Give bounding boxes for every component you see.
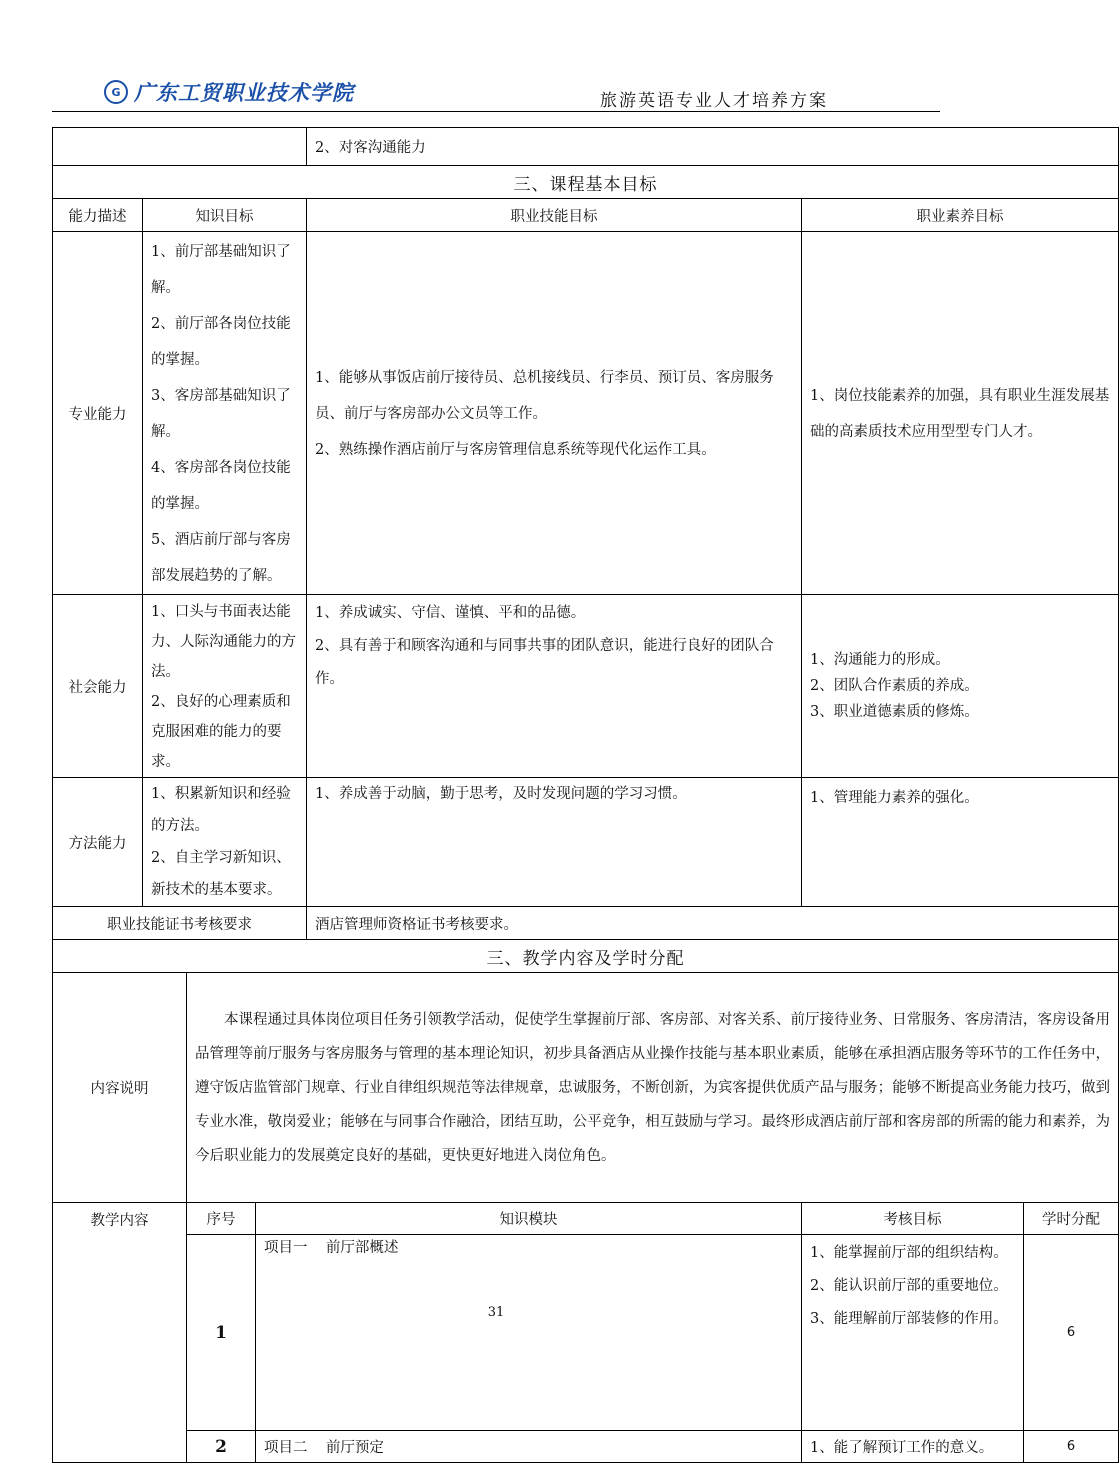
list-item: 2、团队合作素质的养成。 (810, 678, 979, 694)
cert-value: 酒店管理师资格证书考核要求。 (307, 907, 1119, 940)
list-item: 2、前厅部各岗位技能的掌握。 (151, 316, 291, 368)
desc-text: 本课程通过具体岗位项目任务引领教学活动，促使学生掌握前厅部、客房部、对客关系、前厅接待业务、日常服务、客房清洁，客房设备用品管理等前厅服务与客房服务与管理的基本理论知识，初步具备酒店从业操作技能与基本职业素质，能够在承担酒店服务等环节的工作任务中，遵守饭店监管部门规章、行业自律组织规范等法律规章，忠诚服务，不断创新，为宾客提供优质产品与服务；能够不断提高业务能力技巧，做到专业水准，敬岗爱业；能够在与同事合作融洽，团结互助，公平竞争，相互鼓励与学习。最终形成酒店前厅部和客房部的所需的能力和素养，为今后职业能力的发展奠定良好的基础，更快更好地进入岗位角色。 (187, 973, 1119, 1203)
col-header-ability: 能力描述 (53, 199, 143, 232)
hours-cell: 6 (1024, 1431, 1119, 1463)
top-empty-cell (53, 128, 307, 166)
list-item: 1、养成善于动脑，勤于思考，及时发现问题的学习习惯。 (315, 786, 687, 802)
list-item: 3、能理解前厅部装修的作用。 (810, 1311, 1008, 1327)
list-item: 3、客房部基础知识了解。 (151, 388, 291, 440)
list-item: 1、积累新知识和经验的方法。 (151, 786, 291, 834)
col-header-target: 考核目标 (802, 1203, 1024, 1235)
school-emblem-icon: G (104, 80, 128, 104)
row-label-professional: 专业能力 (53, 232, 143, 595)
list-item: 2、具有善于和顾客沟通和与同事共事的团队意识，能进行良好的团队合作。 (315, 638, 774, 687)
list-item: 1、前厅部基础知识了解。 (151, 244, 291, 296)
module-cell: 项目二 前厅预定 (256, 1431, 802, 1463)
skills-cell (307, 232, 802, 595)
section-content-title: 三、教学内容及学时分配 (53, 940, 1119, 973)
list-item: 3、职业道德素质的修炼。 (810, 704, 979, 720)
school-logo (104, 77, 354, 107)
school-name: 广东工贸职业技术学院 (134, 80, 354, 105)
content-label: 教学内容 (53, 1203, 187, 1463)
list-item: 1、能够从事饭店前厅接待员、总机接线员、行李员、预订员、客房服务员、前厅与客房部办公文员等工作。 (315, 370, 774, 422)
list-item: 2、良好的心理素质和克服困难的能力的要求。 (151, 694, 291, 770)
list-item: 2、能认识前厅部的重要地位。 (810, 1278, 1008, 1294)
row-label-social: 社会能力 (53, 595, 143, 778)
hours-cell: 6 (1024, 1235, 1119, 1431)
quality-cell (802, 232, 1119, 595)
quality-cell (802, 778, 1119, 907)
list-item: 4、客房部各岗位技能的掌握。 (151, 460, 291, 512)
list-item: 1、管理能力素养的强化。 (810, 790, 979, 806)
desc-label: 内容说明 (53, 973, 187, 1203)
target-cell (802, 1235, 1024, 1431)
list-item: 1、岗位技能素养的加强，具有职业生涯发展基础的高素质技术应用型型专门人才。 (810, 388, 1110, 440)
knowledge-cell (143, 595, 307, 778)
list-item: 2、自主学习新知识、新技术的基本要求。 (151, 850, 291, 898)
row-number: 2 (187, 1431, 256, 1463)
col-header-knowledge: 知识目标 (143, 199, 307, 232)
row-label-method: 方法能力 (53, 778, 143, 907)
knowledge-cell (143, 778, 307, 907)
row-number: 1 (187, 1235, 256, 1431)
cert-label: 职业技能证书考核要求 (53, 907, 307, 940)
module-cell: 项目一 前厅部概述 (256, 1235, 802, 1431)
list-item: 1、沟通能力的形成。 (810, 652, 950, 668)
document-title: 旅游英语专业人才培养方案 (600, 91, 828, 111)
skills-cell (307, 778, 802, 907)
skills-cell (307, 595, 802, 778)
col-header-quality: 职业素养目标 (802, 199, 1119, 232)
knowledge-cell (143, 232, 307, 595)
list-item: 5、酒店前厅部与客房部发展趋势的了解。 (151, 532, 291, 584)
col-header-no: 序号 (187, 1203, 256, 1235)
section-goals-title: 三、课程基本目标 (53, 166, 1119, 199)
col-header-skills: 职业技能目标 (307, 199, 802, 232)
quality-cell (802, 595, 1119, 778)
list-item: 1、能掌握前厅部的组织结构。 (810, 1245, 1008, 1261)
col-header-hours: 学时分配 (1024, 1203, 1119, 1235)
list-item: 1、养成诚实、守信、谨慎、平和的品德。 (315, 605, 586, 621)
top-row-text: 2、对客沟通能力 (307, 128, 1119, 166)
page-number: 31 (487, 1305, 505, 1320)
curriculum-table (52, 127, 1119, 1463)
target-cell: 1、能了解预订工作的意义。 (802, 1431, 1024, 1463)
col-header-module: 知识模块 (256, 1203, 802, 1235)
list-item: 1、口头与书面表达能力、人际沟通能力的方法。 (151, 604, 296, 680)
list-item: 2、熟练操作酒店前厅与客房管理信息系统等现代化运作工具。 (315, 442, 716, 458)
